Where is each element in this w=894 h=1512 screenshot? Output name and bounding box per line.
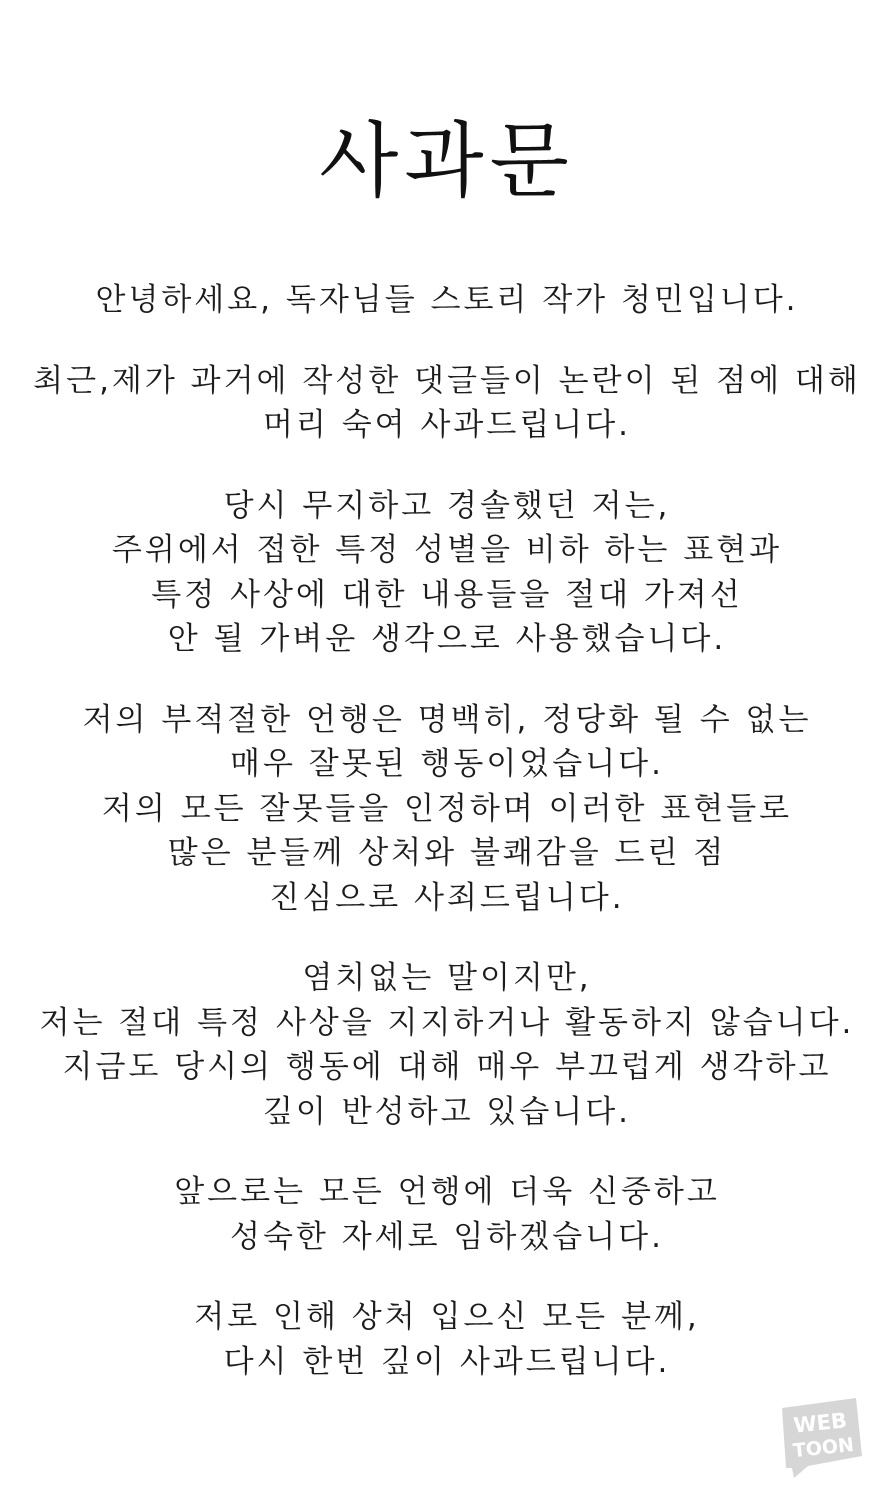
text-line: 머리 숙여 사과드립니다. [262, 407, 632, 443]
paragraph [0, 1170, 894, 1259]
text-line: 안녕하세요, 독자님들 스토리 작가 청민입니다. [95, 282, 799, 318]
text-line: 지금도 당시의 행동에 대해 매우 부끄럽게 생각하고 [62, 1049, 832, 1085]
logo-text-web: WEB [792, 1408, 849, 1438]
text-line: 주위에서 접한 특정 성별을 비하 하는 표현과 [111, 532, 783, 568]
text-line: 진심으로 사죄드립니다. [269, 879, 625, 916]
text-line: 많은 분들께 상처와 불쾌감을 드린 점 [167, 835, 727, 871]
paragraph [0, 956, 894, 1134]
logo-text-toon: TOON [791, 1433, 855, 1463]
text-line: 저의 부적절한 언행은 명백히, 정당화 될 수 없는 [82, 701, 812, 738]
text-line: 성숙한 자세로 임하겠습니다. [230, 1218, 664, 1255]
text-line: 앞으로는 모든 언행에 더욱 신중하고 [174, 1174, 720, 1210]
text-line: 저는 절대 특정 사상을 지지하거나 활동하지 않습니다. [39, 1004, 855, 1041]
text-line: 다시 한번 깊이 사과드립니다. [223, 1343, 671, 1380]
text-line: 특정 사상에 대한 내용들을 절대 가져선 [151, 576, 743, 613]
paragraph [0, 1295, 894, 1384]
text-line: 안 될 가벼운 생각으로 사용했습니다. [167, 621, 727, 657]
text-line: 최근,제가 과거에 작성한 댓글들이 논란이 된 점에 대해 [33, 362, 861, 399]
page-title: 사과문 [319, 114, 575, 209]
text-line: 저로 인해 상처 입으신 모든 분께, [194, 1299, 700, 1335]
apology-body [0, 278, 894, 1384]
text-line: 염치없는 말이지만, [302, 960, 592, 996]
paragraph [0, 698, 894, 921]
paragraph [0, 278, 894, 323]
text-line: 당시 무지하고 경솔했던 저는, [223, 487, 671, 524]
text-line: 저의 모든 잘못들을 인정하며 이러한 표현들로 [101, 790, 793, 827]
paragraph [0, 359, 894, 448]
paragraph [0, 484, 894, 662]
webtoon-logo-icon [774, 1394, 866, 1478]
text-line: 매우 잘못된 행동이었습니다. [230, 746, 664, 782]
text-line: 깊이 반성하고 있습니다. [262, 1093, 632, 1130]
